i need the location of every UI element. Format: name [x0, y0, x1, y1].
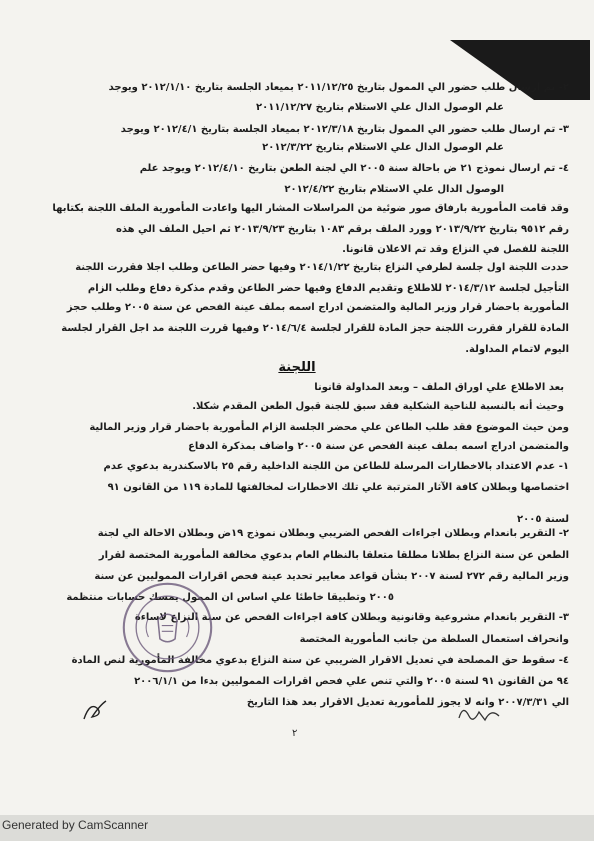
- page-number: ٢: [292, 728, 298, 739]
- document-line: بعد الاطلاع علي اوراق الملف – وبعد المداولة قانونا: [314, 382, 564, 393]
- document-line: ٤- سقوط حق المصلحة في تعديل الاقرار الضريبي عن سنة النزاع بدعوي مخالفة المأمورية لنص المادة: [71, 655, 569, 666]
- document-line: وانحراف استعمال السلطة من جانب المأمورية المختصة: [299, 634, 569, 645]
- handwritten-signature: [80, 695, 110, 725]
- document-line: الطعن عن سنة النزاع بطلانا مطلقا متعلقا بالنظام العام بدعوي مخالفة المأمورية المختصة لقرار: [98, 550, 569, 561]
- document-line: وزير المالية رقم ٢٧٢ لسنة ٢٠٠٧ بشأن قواعد معايير تحديد عينة فحص اقرارات المموليين عن سنة: [94, 571, 569, 582]
- document-line: الي ٢٠٠٧/٣/٣١ وانه لا يجوز للمأمورية تعديل الاقرار بعد هذا التاريخ: [246, 697, 569, 708]
- document-line: حددت اللجنة اول جلسة لطرفي النزاع بتاريخ ٢٠١٤/١/٢٢ وفيها حضر الطاعن وطلب اجلا فقررت اللجنة: [75, 262, 569, 273]
- section-heading: اللجنة: [278, 360, 316, 375]
- document-line: الوصول الدال علي الاستلام بتاريخ ٢٠١٢/٤/٢٢: [284, 184, 504, 195]
- document-line: اللجنة للفصل في النزاع وقد تم الاعلان قانونا.: [342, 244, 569, 255]
- document-line: المأمورية باحضار قرار وزير المالية والمتضمن ادراج اسمه بملف عينة الفحص عن سنة ٢٠٠٥ وطلب حجز: [66, 302, 569, 313]
- document-line: التأجيل لجلسة ٢٠١٤/٣/١٢ للاطلاع وتقديم الدفاع وفيها حضر الطاعن وقدم مذكرة دفاع وطلب الزام: [87, 283, 569, 294]
- document-line: ٣- التقرير بانعدام مشروعية وقانونية وبطلان كافة اجراءات الفحص عن سنة النزاع لاساءة: [134, 612, 569, 623]
- initials-mark: [455, 698, 505, 730]
- document-line: ٤- تم ارسال نموذج ٢١ ض باحالة سنة ٢٠٠٥ الي لجنة الطعن بتاريخ ٢٠١٢/٤/١٠ ويوجد علم: [139, 163, 569, 174]
- document-line: اختصاصها وبطلان كافة الآثار المترتبة علي تلك الاخطارات لمخالفتها للمادة ١١٩ من القانون ٩١: [107, 482, 569, 493]
- document-line: علم الوصول الدال علي الاستلام بتاريخ ٢٠١٢/٣/٢٢: [262, 142, 504, 153]
- document-line: اليوم لاتمام المداولة.: [465, 344, 569, 355]
- document-line: المادة للقرار فقررت اللجنة حجز المادة للقرار لجلسة ٢٠١٤/٦/٤ وفيها قررت اللجنة مد اجل القرار لجلسة: [61, 323, 569, 334]
- document-line: وحيث أنه بالنسبة للناحية الشكلية فقد سبق للجنة قبول الطعن المقدم شكلا.: [192, 401, 564, 412]
- document-line: علم الوصول الدال علي الاستلام بتاريخ ٢٠١١/١٢/٢٧: [256, 102, 504, 113]
- camscanner-watermark: Generated by CamScanner: [2, 818, 149, 832]
- document-line: ومن حيث الموضوع فقد طلب الطاعن علي محضر الجلسة الزام المأمورية باحضار قرار وزير المالية: [89, 422, 569, 433]
- document-line: ٢- التقرير بانعدام وبطلان اجراءات الفحص الضريبي وبطلان نموذج ١٩ض وبطلان الاحالة الي لجنة: [97, 528, 569, 539]
- document-line: ٩٤ من القانون ٩١ لسنة ٢٠٠٥ والتي تنص علي فحص اقرارات المموليين بدءا من ٢٠٠٦/١/١: [134, 676, 569, 687]
- document-line: ٢٠٠٥ وتطبيقا خاطئا علي اساس ان الممول يمسك حسابات منتظمة: [66, 592, 394, 603]
- document-line: رقم ٩٥١٢ بتاريخ ٢٠١٣/٩/٢٢ وورد الملف برقم ١٠٨٣ بتاريخ ٢٠١٣/٩/٢٣ ثم احيل الملف الي هذه: [115, 224, 569, 235]
- document-line: ٣- تم ارسال طلب حضور الي الممول بتاريخ ٢٠١٢/٣/١٨ بميعاد الجلسة بتاريخ ٢٠١٢/٤/١ ويوجد: [120, 124, 569, 135]
- document-line: وقد قامت المأمورية بارفاق صور ضوئية من المراسلات المشار اليها واعادت المأمورية الملف اللجنة بكتابها: [52, 203, 569, 214]
- document-line: لسنة ٢٠٠٥: [517, 514, 569, 525]
- document-line: ١- عدم الاعتداد بالاخطارات المرسلة للطاعن من اللجنة الداخلية رقم ٢٥ بالاسكندرية بدعوي عدم: [103, 461, 569, 472]
- document-line: ٢- تم ارسال طلب حضور الي الممول بتاريخ ٢٠١١/١٢/٢٥ بميعاد الجلسة بتاريخ ٢٠١٢/١/١٠ ويوجد: [108, 82, 569, 93]
- official-seal-stamp: [120, 580, 215, 675]
- document-line: والمتضمن ادراج اسمه بملف عينة الفحص عن سنة ٢٠٠٥ واضاف بمذكرة الدفاع: [188, 441, 569, 452]
